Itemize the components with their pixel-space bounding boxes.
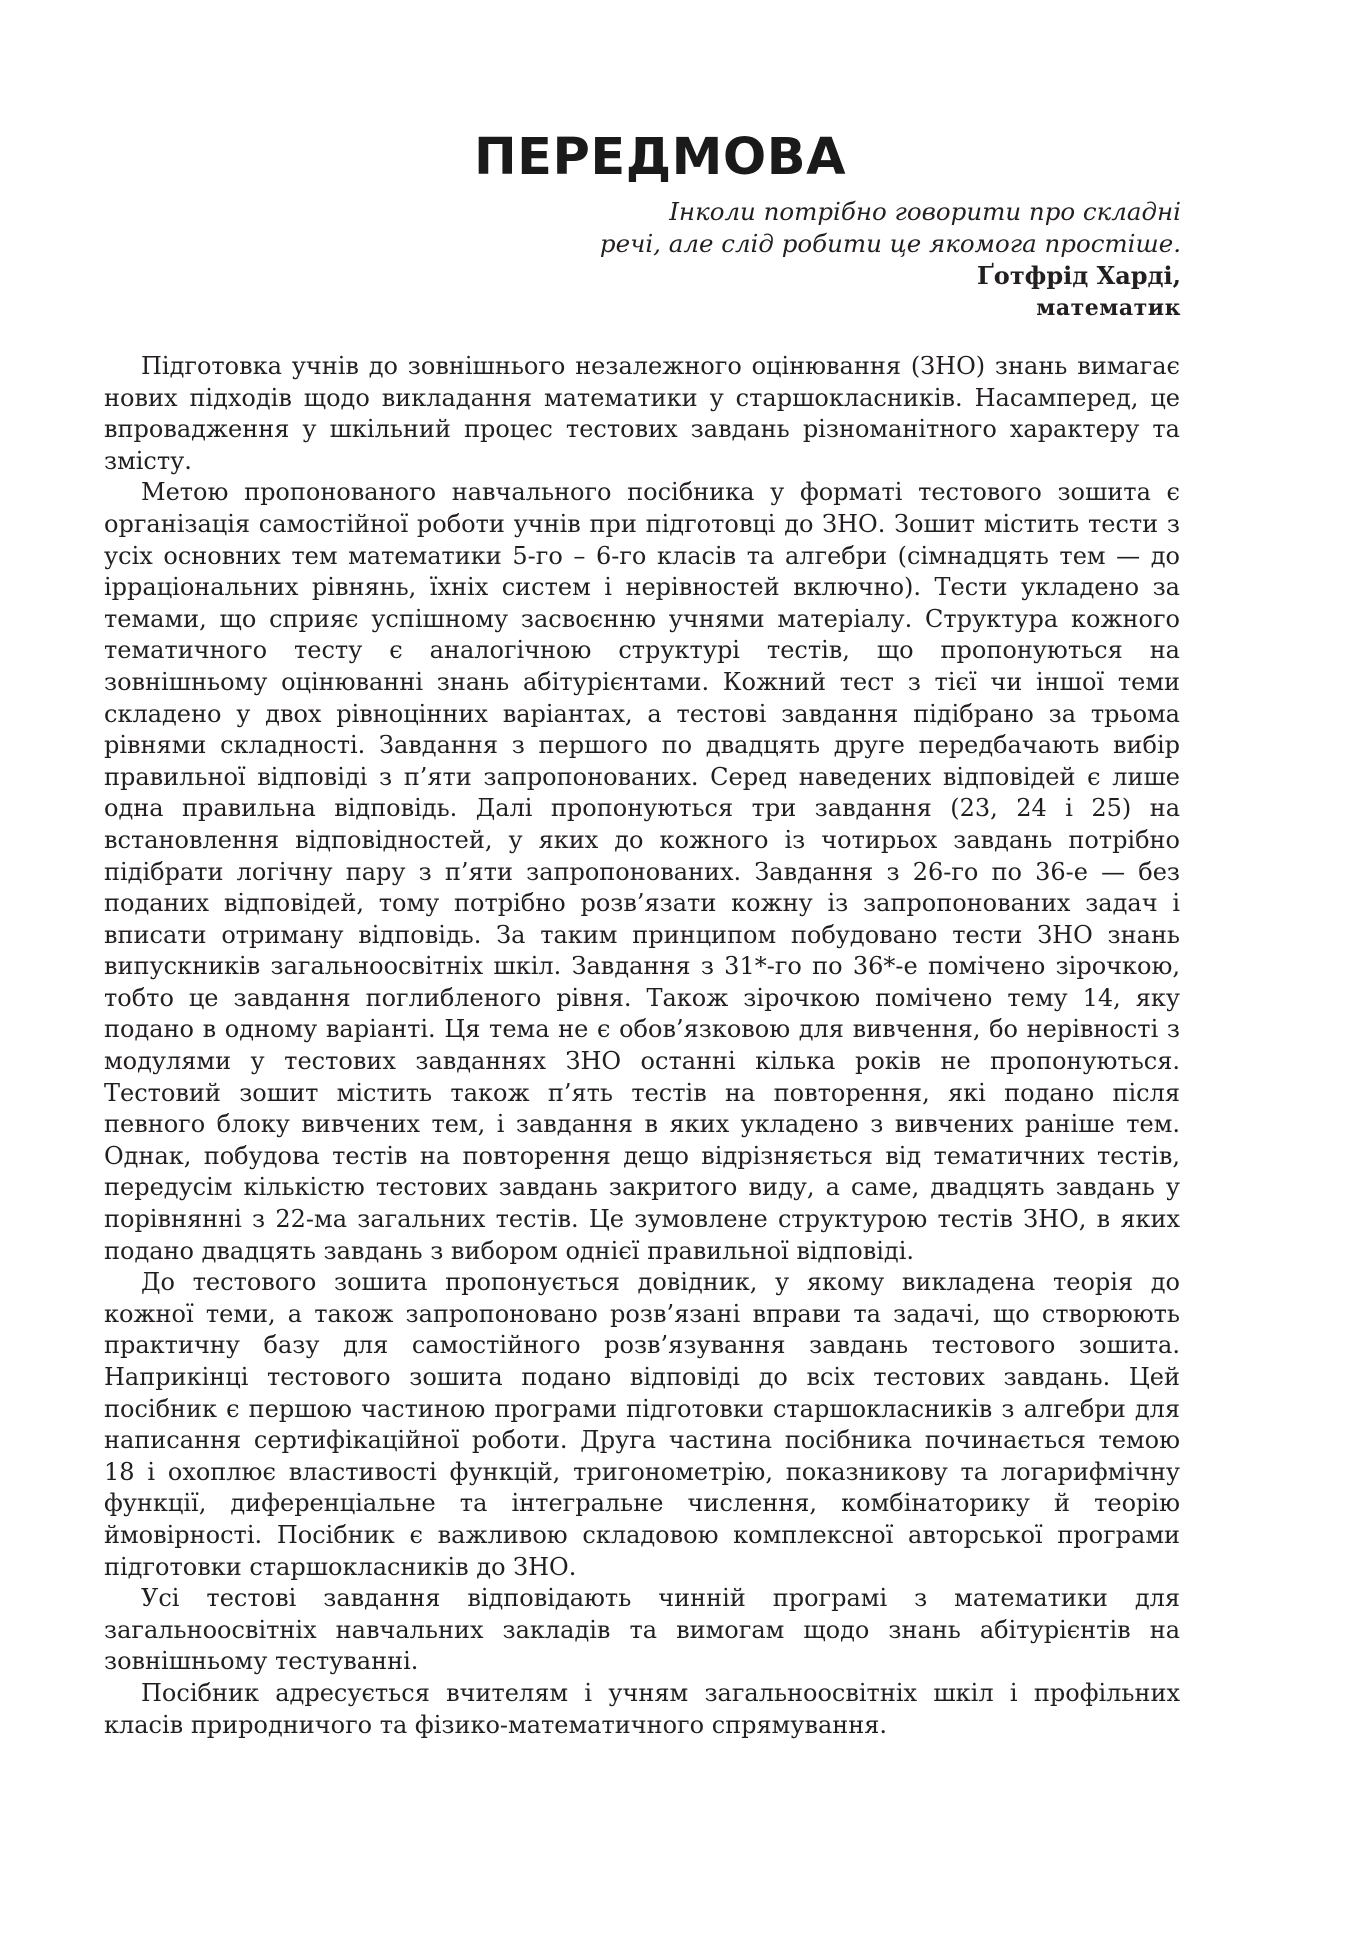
page-title: ПЕРЕДМОВА bbox=[474, 128, 847, 187]
epigraph-author: Ґотфрід Харді, bbox=[977, 261, 1181, 290]
preface-body bbox=[104, 351, 1180, 1741]
epigraph-quote-line: речі, але слід робити це якомога простіше. bbox=[599, 229, 1181, 258]
paragraph: До тестового зошита пропонується довідник, у якому викладена теорія до кожної теми, а також запропоновано розв’язані вправи та задачі, що створюють практичну базу для самостійного розв’язування завдань тестового зошита. Наприкінці тестового зошита подано відповіді до всіх тестових завдань. Цей посібник є першою частиною програми підготовки старшокласників з алгебри для написання сертифікаційної роботи. Друга частина посібника починається темою 18 і охоплює властивості функцій, тригонометрію, показникову та логарифмічну функції, диференціальне та інтегральне числення, комбінаторику й теорію ймовірності. Посібник є важливою складовою комплексної авторської програми підготовки старшокласників до ЗНО. bbox=[104, 1268, 1180, 1581]
paragraph: Усі тестові завдання відповідають чинній програмі з математики для загальноосвітніх навчальних закладів та вимогам щодо знань абітурієнтів на зовнішньому тестуванні. bbox=[104, 1584, 1180, 1676]
epigraph bbox=[481, 196, 1181, 324]
paragraph: Метою пропонованого навчального посібника у форматі тестового зошита є організація самостійної роботи учнів при підготовці до ЗНО. Зошит містить тести з усіх основних тем математики 5-го – 6-го класів та алгебри (сімнадцять тем — до ірраціональних рівнянь, їхніх систем і нерівностей включно). Тести укладено за темами, що сприяє успішному засвоєнню учнями матеріалу. Структура кожного тематичного тесту є аналогічною структурі тестів, що пропонуються на зовнішньому оцінюванні знань абітурієнтами. Кожний тест з тієї чи іншої теми складено у двох рівноцінних варіантах, а тестові завдання підібрано за трьома рівнями складності. Завдання з першого по двадцять друге передбачають вибір правильної відповіді з п’яти запропонованих. Серед наведених відповідей є лише одна правильна відповідь. Далі пропонуються три завдання (23, 24 і 25) на встановлення відповідностей, у яких до кожного із чотирьох завдань потрібно підібрати логічну пару з п’яти запропонованих. Завдання з 26-го по 36-е — без поданих відповідей, тому потрібно розв’язати кожну із запропонованих задач і вписати отриману відповідь. За таким принципом побудовано тести ЗНО знань випускників загальноосвітніх шкіл. Завдання з 31*-го по 36*-е помічено зірочкою, тобто це завдання поглибленого рівня. Також зірочкою помічено тему 14, яку подано в одному варіанті. Ця тема не є обов’язковою для вивчення, бо нерівності з модулями у тестових завданнях ЗНО останні кілька років не пропонуються. Тестовий зошит містить також п’ять тестів на повторення, які подано після певного блоку вивчених тем, і завдання в яких укладено з вивчених раніше тем. Однак, побудова тестів на повторення дещо відрізняється від тематичних тестів, передусім кількістю тестових завдань закритого виду, а саме, двадцять завдань у порівнянні з 22-ма загальних тестів. Це зумовлене структурою тестів ЗНО, в яких подано двадцять завдань з вибором однієї правильної відповіді. bbox=[104, 478, 1180, 1265]
paragraph: Підготовка учнів до зовнішнього незалежного оцінювання (ЗНО) знань вимагає нових підходів щодо викладання математики у старшокласників. Насамперед, це впровадження у шкільний процес тестових завдань різноманітного характеру та змісту. bbox=[104, 352, 1180, 475]
epigraph-author-role: математик bbox=[1036, 295, 1181, 321]
paragraph: Посібник адресується вчителям і учням загальноосвітніх шкіл і профільних класів природничого та фізико-математичного спрямування. bbox=[104, 1678, 1180, 1739]
epigraph-quote-line: Інколи потрібно говорити про складні bbox=[669, 197, 1181, 226]
